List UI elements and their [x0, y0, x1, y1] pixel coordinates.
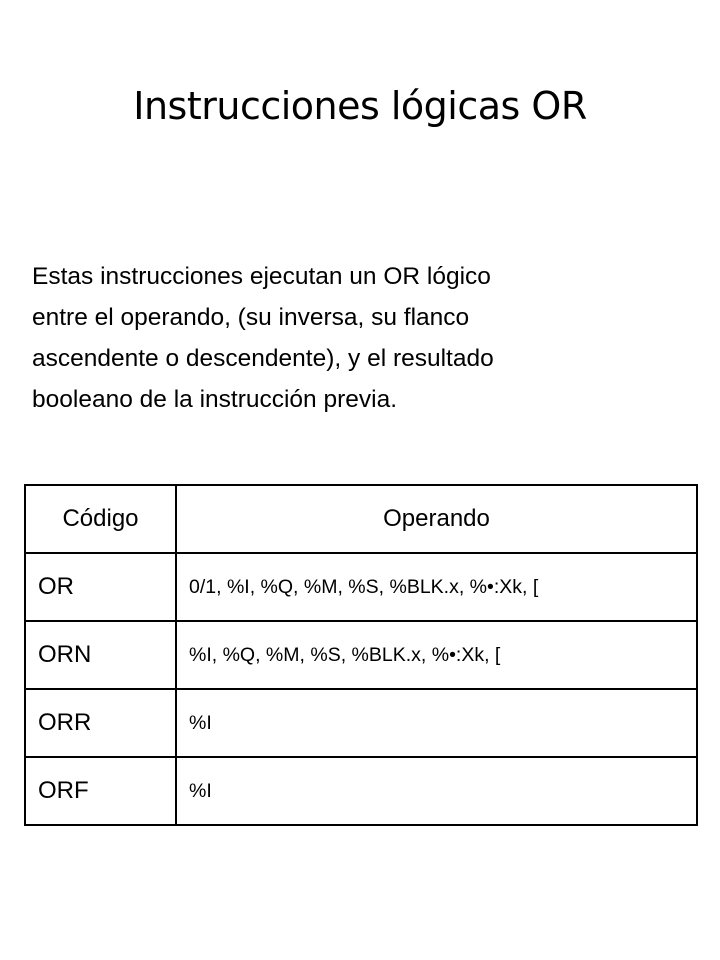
intro-line: entre el operando, (su inversa, su flanco — [32, 304, 470, 331]
instruction-code-cell: ORR — [25, 689, 176, 757]
instructions-table — [24, 484, 698, 826]
intro-paragraph — [32, 256, 712, 420]
instruction-code-cell: ORN — [25, 621, 176, 689]
intro-line: Estas instrucciones ejecutan un OR lógico — [32, 263, 491, 290]
instruction-code-cell: OR — [25, 553, 176, 621]
operand-cell: %I — [176, 689, 697, 757]
table-row — [25, 689, 697, 757]
column-header-operand: Operando — [176, 485, 697, 553]
page-title: Instrucciones lógicas OR — [133, 84, 587, 128]
instruction-code-cell: ORF — [25, 757, 176, 825]
table-row — [25, 757, 697, 825]
column-header-code: Código — [25, 485, 176, 553]
operand-cell: %I — [176, 757, 697, 825]
intro-line: booleano de la instrucción previa. — [32, 386, 398, 413]
operand-cell: 0/1, %I, %Q, %M, %S, %BLK.x, %•:Xk, [ — [176, 553, 697, 621]
table-row — [25, 553, 697, 621]
intro-line: ascendente o descendente), y el resultado — [32, 345, 494, 372]
operand-cell: %I, %Q, %M, %S, %BLK.x, %•:Xk, [ — [176, 621, 697, 689]
table-header-row — [25, 485, 697, 553]
table-row — [25, 621, 697, 689]
